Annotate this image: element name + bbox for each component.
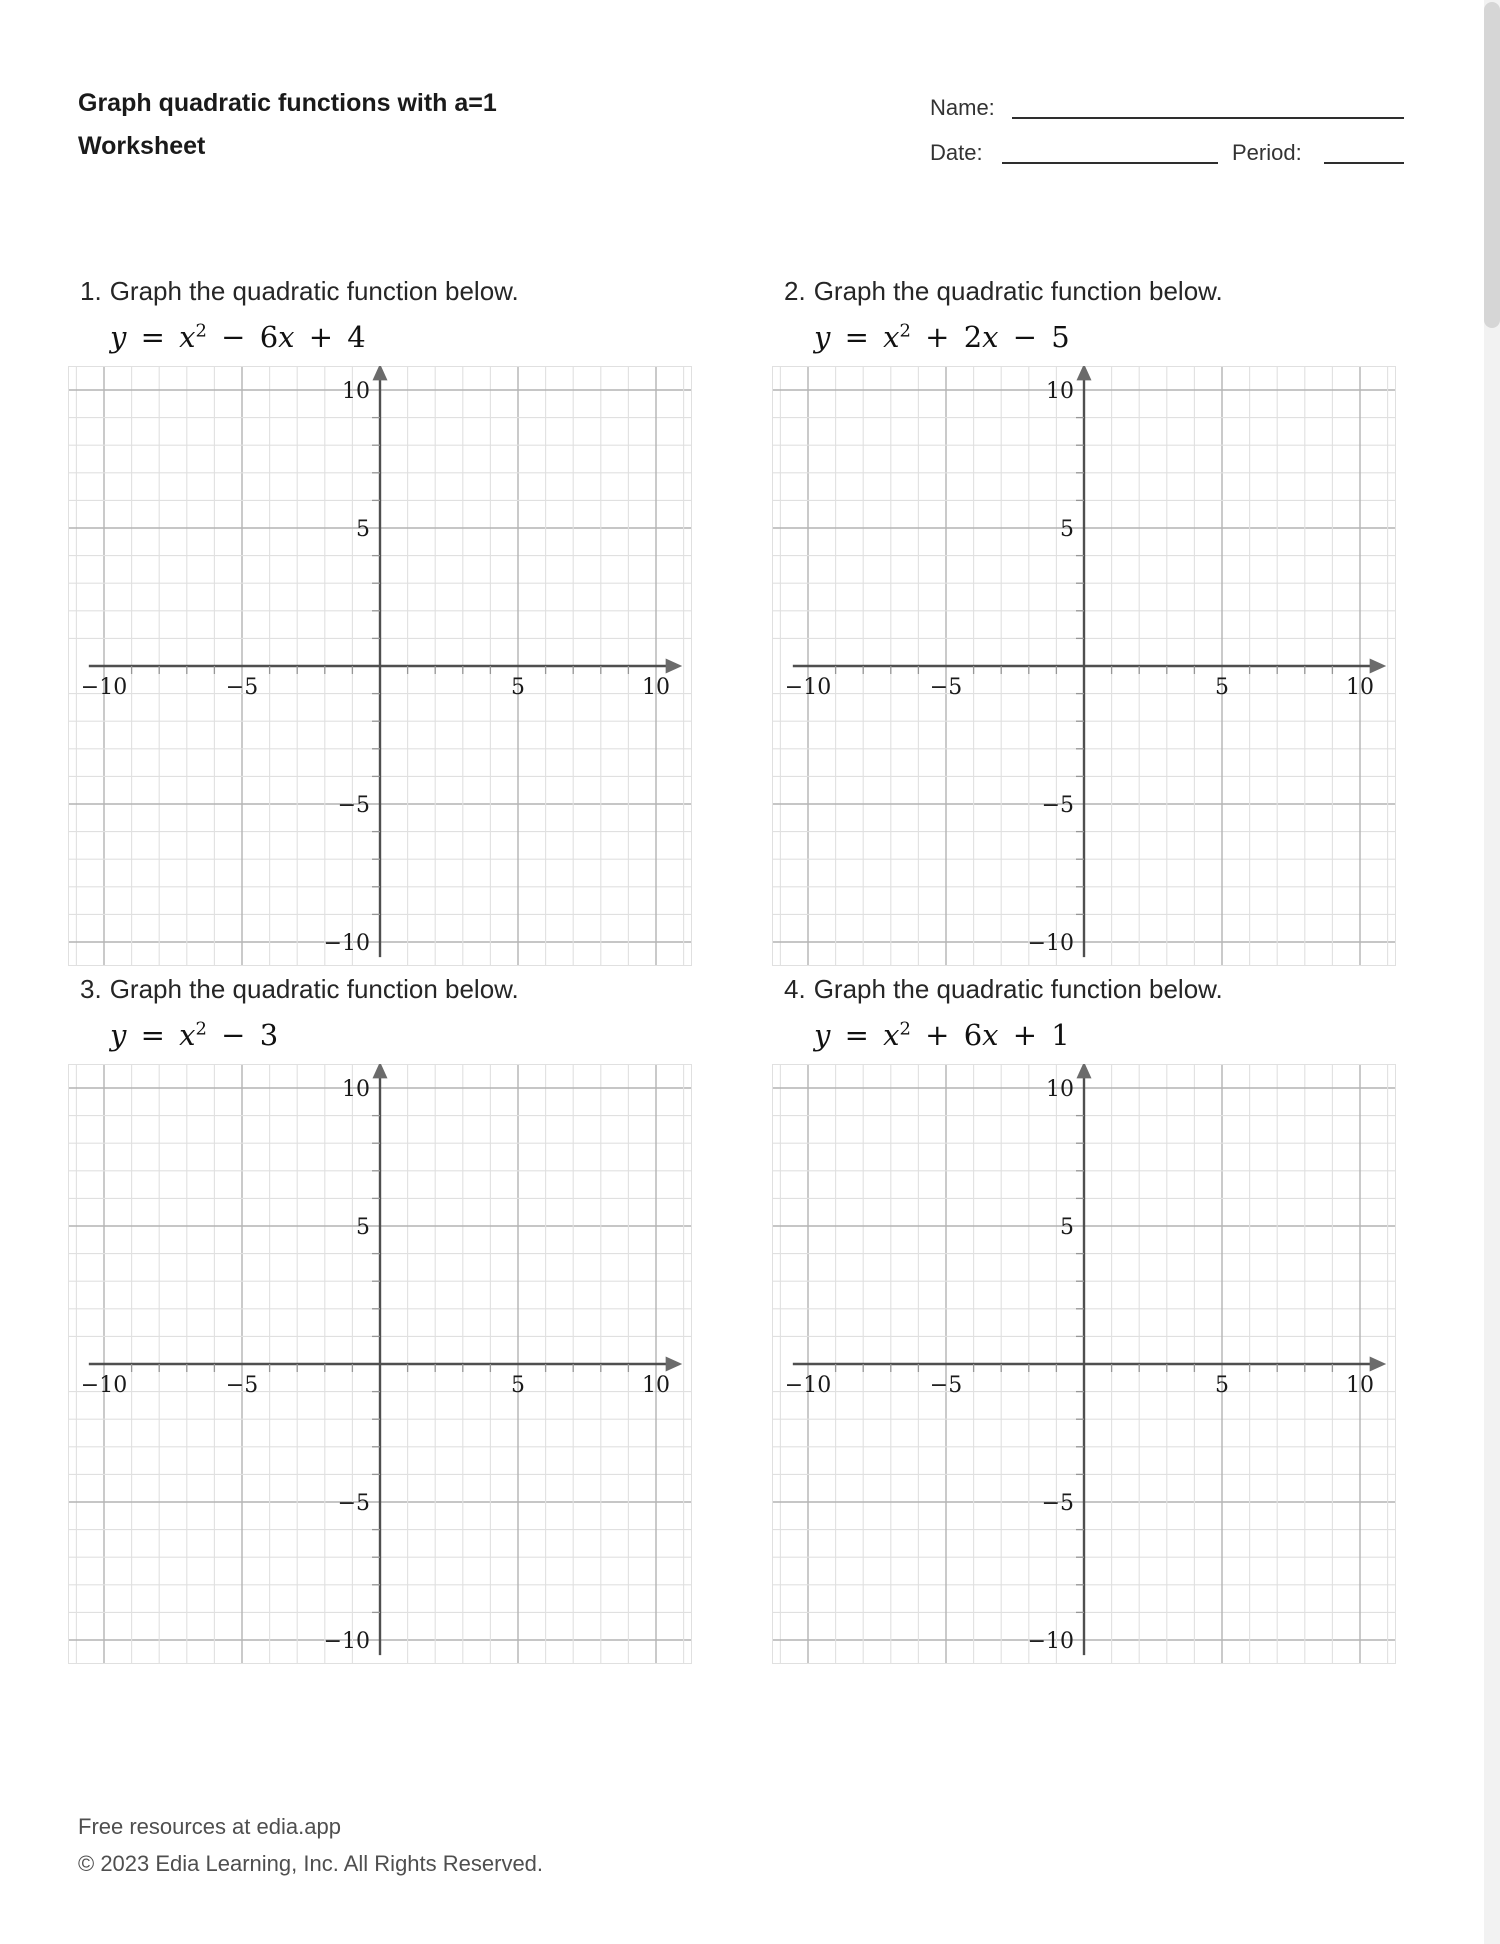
axis-label: 10 (342, 1077, 370, 1102)
problem-block (68, 274, 692, 966)
problem-number: 1. (80, 276, 102, 306)
problem-prompt-text: Graph the quadratic function below. (813, 276, 1223, 306)
problem-block (772, 274, 1396, 966)
y-axis-arrow-icon (1077, 366, 1092, 380)
problem-prompt-text: Graph the quadratic function below. (109, 974, 519, 1004)
problem-block (772, 972, 1396, 1664)
x-axis-arrow-icon (1370, 659, 1387, 674)
axis-label: −10 (784, 675, 832, 700)
axis-label: 5 (1060, 517, 1074, 542)
problem-number: 4. (784, 974, 806, 1004)
axis-label: −10 (80, 675, 128, 700)
name-label: Name: (930, 95, 995, 120)
axis-label: −10 (80, 1373, 128, 1398)
problem-equation: $y = x^2 + 2x - 5$ (814, 320, 1070, 354)
problem-number: 3. (80, 974, 102, 1004)
axis-label: 5 (511, 1373, 525, 1398)
scrollbar-track[interactable] (1484, 0, 1500, 1944)
coordinate-grid[interactable] (772, 366, 1396, 966)
axis-label: −5 (929, 675, 963, 700)
y-axis-arrow-icon (373, 366, 388, 380)
worksheet-subtitle: Worksheet (78, 132, 206, 160)
scrollbar-thumb[interactable] (1484, 2, 1500, 328)
footer (78, 1808, 543, 1882)
problem-prompt (80, 972, 692, 1006)
problem-prompt-text: Graph the quadratic function below. (109, 276, 519, 306)
x-axis-arrow-icon (666, 1357, 683, 1372)
axis-label: 5 (1215, 675, 1229, 700)
footer-copyright-text: © 2023 Edia Learning, Inc. All Rights Reserved. (78, 1851, 544, 1876)
problem-equation: $y = x^2 + 6x + 1$ (814, 1018, 1070, 1052)
problem-equation: $y = x^2 - 3$ (110, 1018, 279, 1052)
axis-label: −5 (225, 1373, 259, 1398)
problem-prompt (784, 972, 1396, 1006)
axis-label: 10 (1046, 1077, 1074, 1102)
axis-label: −5 (1041, 1491, 1074, 1516)
axis-label: 10 (1046, 379, 1074, 404)
date-label: Date: (930, 140, 983, 165)
axis-label: −5 (225, 675, 259, 700)
axis-label: 5 (1215, 1373, 1229, 1398)
axis-label: 5 (1060, 1215, 1074, 1240)
period-input-line[interactable] (1324, 162, 1404, 164)
period-label: Period: (1232, 140, 1302, 165)
y-axis-arrow-icon (1077, 1064, 1092, 1078)
axis-label: 5 (356, 517, 370, 542)
axis-label: −10 (784, 1373, 832, 1398)
problem-block (68, 972, 692, 1664)
axis-label: −5 (337, 1491, 370, 1516)
footer-resources-text: Free resources at edia.app (78, 1814, 341, 1839)
axis-label: −5 (929, 1373, 963, 1398)
axis-label: −10 (1027, 931, 1074, 956)
axis-label: −10 (323, 931, 370, 956)
axis-label: 5 (511, 675, 525, 700)
problem-prompt (80, 274, 692, 308)
axis-label: −10 (323, 1629, 370, 1654)
problem-number: 2. (784, 276, 806, 306)
problem-equation: $y = x^2 - 6x + 4$ (110, 320, 366, 354)
problem-prompt-text: Graph the quadratic function below. (813, 974, 1223, 1004)
axis-label: −5 (337, 793, 370, 818)
problem-prompt (784, 274, 1396, 308)
title-block (78, 82, 497, 168)
axis-label: 10 (642, 1373, 670, 1398)
axis-label: 10 (1346, 675, 1374, 700)
axis-label: −10 (1027, 1629, 1074, 1654)
date-input-line[interactable] (1002, 162, 1218, 164)
coordinate-grid[interactable] (772, 1064, 1396, 1664)
y-axis-arrow-icon (373, 1064, 388, 1078)
x-axis-arrow-icon (666, 659, 683, 674)
axis-label: −5 (1041, 793, 1074, 818)
worksheet-title: Graph quadratic functions with a=1 (78, 89, 497, 117)
axis-label: 10 (1346, 1373, 1374, 1398)
axis-label: 5 (356, 1215, 370, 1240)
coordinate-grid[interactable] (68, 366, 692, 966)
x-axis-arrow-icon (1370, 1357, 1387, 1372)
axis-label: 10 (342, 379, 370, 404)
coordinate-grid[interactable] (68, 1064, 692, 1664)
name-input-line[interactable] (1012, 117, 1404, 119)
axis-label: 10 (642, 675, 670, 700)
